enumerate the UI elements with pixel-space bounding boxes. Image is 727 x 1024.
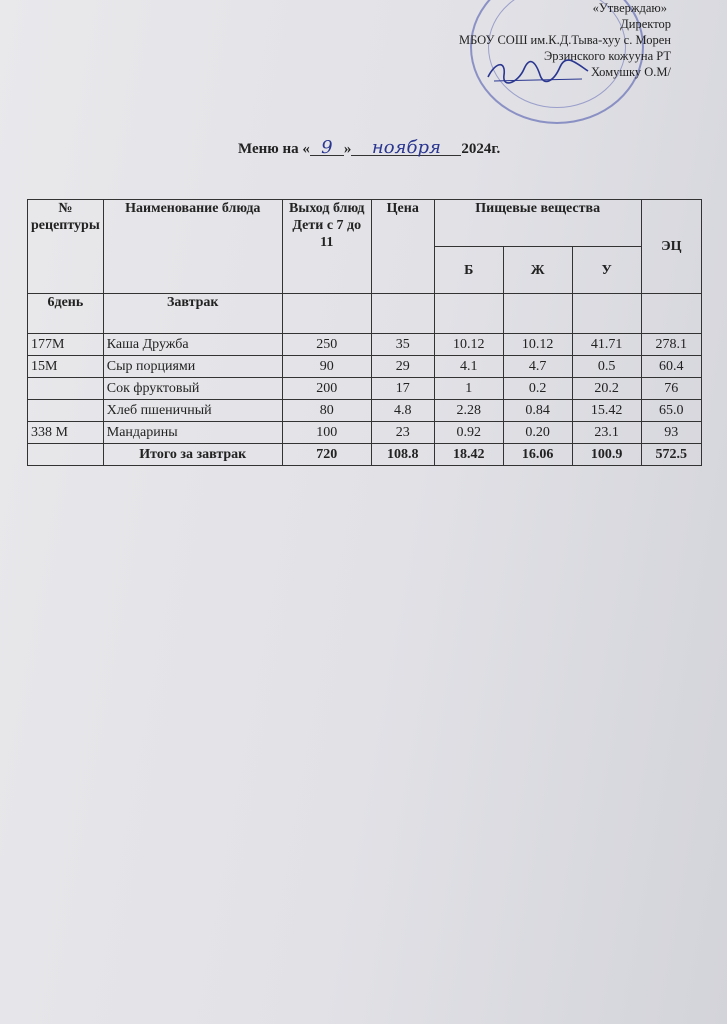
cell-ec: 60.4 bbox=[641, 356, 701, 378]
title-day: 9 bbox=[310, 140, 344, 156]
table-row bbox=[28, 356, 702, 378]
menu-title bbox=[238, 137, 501, 158]
cell-num: 338 М bbox=[28, 422, 104, 444]
total-row bbox=[28, 444, 702, 466]
header-price: Цена bbox=[371, 200, 434, 294]
header-b: Б bbox=[434, 247, 503, 294]
total-zh: 16.06 bbox=[503, 444, 572, 466]
cell-price: 23 bbox=[371, 422, 434, 444]
cell-num: 177М bbox=[28, 334, 104, 356]
title-suffix: 2024г. bbox=[461, 141, 501, 157]
cell-zh: 0.20 bbox=[503, 422, 572, 444]
cell-b: 1 bbox=[434, 378, 503, 400]
total-ec: 572.5 bbox=[641, 444, 701, 466]
meal-label: Завтрак bbox=[103, 294, 282, 334]
signature-mark bbox=[484, 55, 594, 87]
cell-num bbox=[28, 444, 104, 466]
cell-name: Сыр порциями bbox=[103, 356, 282, 378]
header-ec: ЭЦ bbox=[641, 200, 701, 294]
cell-num bbox=[28, 400, 104, 422]
total-label: Итого за завтрак bbox=[103, 444, 282, 466]
cell-zh: 4.7 bbox=[503, 356, 572, 378]
header-u: У bbox=[572, 247, 641, 294]
total-output: 720 bbox=[282, 444, 371, 466]
header-nutrients: Пищевые вещества bbox=[434, 200, 641, 247]
cell-output: 250 bbox=[282, 334, 371, 356]
total-b: 18.42 bbox=[434, 444, 503, 466]
table-row bbox=[28, 334, 702, 356]
cell-zh: 0.2 bbox=[503, 378, 572, 400]
cell-output: 80 bbox=[282, 400, 371, 422]
cell-zh: 10.12 bbox=[503, 334, 572, 356]
cell-name: Мандарины bbox=[103, 422, 282, 444]
header-zh: Ж bbox=[503, 247, 572, 294]
cell-b: 2.28 bbox=[434, 400, 503, 422]
cell-b: 10.12 bbox=[434, 334, 503, 356]
cell-u: 15.42 bbox=[572, 400, 641, 422]
header-dish-name: Наименование блюда bbox=[103, 200, 282, 294]
cell-ec: 93 bbox=[641, 422, 701, 444]
cell-ec: 76 bbox=[641, 378, 701, 400]
header-row bbox=[28, 200, 702, 247]
total-u: 100.9 bbox=[572, 444, 641, 466]
cell-u: 41.71 bbox=[572, 334, 641, 356]
cell-ec: 278.1 bbox=[641, 334, 701, 356]
title-middle: » bbox=[343, 141, 352, 157]
total-price: 108.8 bbox=[371, 444, 434, 466]
approval-line-5: Хомушку О.М/ bbox=[590, 65, 671, 79]
cell-name: Каша Дружба bbox=[103, 334, 282, 356]
cell-name: Сок фруктовый bbox=[103, 378, 282, 400]
approval-line-2: Директор bbox=[620, 17, 671, 31]
header-output: Выход блюд Дети с 7 до 11 bbox=[282, 200, 371, 294]
cell-num bbox=[28, 378, 104, 400]
cell-price: 35 bbox=[371, 334, 434, 356]
table-row bbox=[28, 422, 702, 444]
approval-line-4: Эрзинского кожууна РТ bbox=[543, 49, 671, 63]
table-row bbox=[28, 378, 702, 400]
cell-u: 0.5 bbox=[572, 356, 641, 378]
cell-price: 4.8 bbox=[371, 400, 434, 422]
header-recipe-number: № рецептуры bbox=[28, 200, 104, 294]
cell-name: Хлеб пшеничный bbox=[103, 400, 282, 422]
cell-price: 17 bbox=[371, 378, 434, 400]
cell-ec: 65.0 bbox=[641, 400, 701, 422]
title-prefix: Меню на « bbox=[238, 141, 310, 157]
table-row bbox=[28, 400, 702, 422]
cell-output: 90 bbox=[282, 356, 371, 378]
title-month: ноября bbox=[351, 140, 461, 156]
cell-b: 0.92 bbox=[434, 422, 503, 444]
day-row bbox=[28, 294, 702, 334]
cell-b: 4.1 bbox=[434, 356, 503, 378]
cell-num: 15М bbox=[28, 356, 104, 378]
cell-zh: 0.84 bbox=[503, 400, 572, 422]
day-label: 6день bbox=[28, 294, 104, 334]
cell-u: 23.1 bbox=[572, 422, 641, 444]
approval-line-1: «Утверждаю» bbox=[592, 1, 667, 15]
cell-price: 29 bbox=[371, 356, 434, 378]
cell-output: 200 bbox=[282, 378, 371, 400]
menu-table bbox=[27, 199, 702, 466]
cell-output: 100 bbox=[282, 422, 371, 444]
cell-u: 20.2 bbox=[572, 378, 641, 400]
approval-line-3: МБОУ СОШ им.К.Д.Тыва-хуу с. Морен bbox=[458, 33, 671, 47]
